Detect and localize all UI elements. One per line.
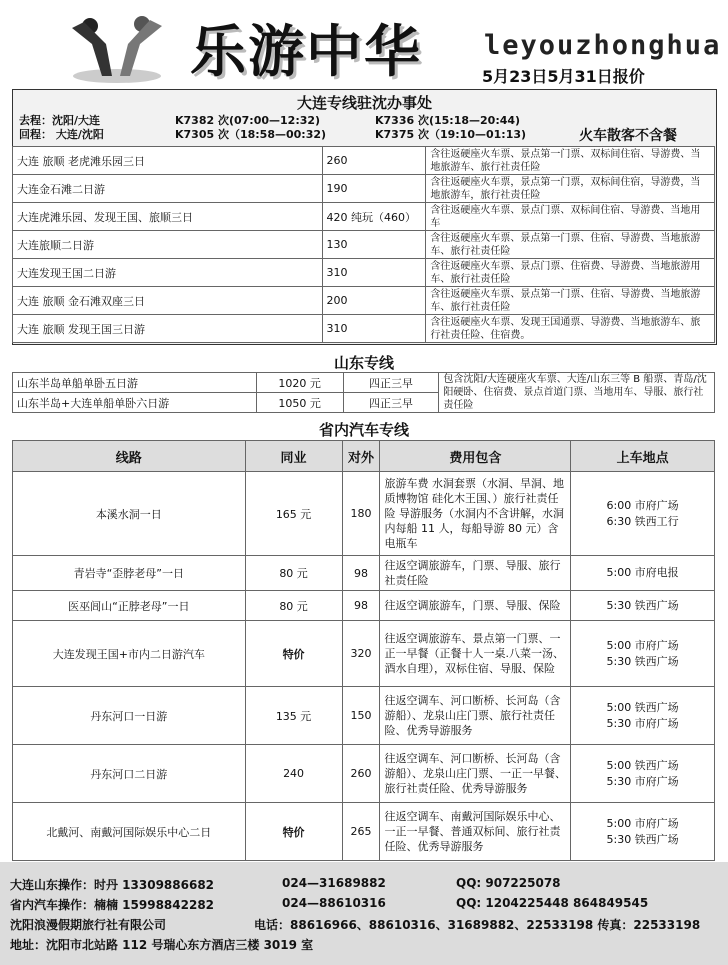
logo-people-icon [62, 14, 172, 84]
tour-room: 四正三早 [343, 373, 439, 393]
operator-phone: 024—88610316 [282, 896, 386, 910]
bus-route: 青岩寺“歪脖老母”一日 [13, 556, 246, 591]
bus-peer-price: 80 元 [245, 591, 342, 621]
operator-label: 省内汽车操作：楠楠 15998842282 [10, 898, 215, 912]
schedule-train: K7382 次(07:00—12:32) [175, 114, 321, 127]
table-row [13, 472, 715, 556]
bus-public-price: 150 [342, 687, 380, 745]
bus-route: 大连发现王国+市内二日游汽车 [13, 621, 246, 687]
col-header-route: 线路 [13, 441, 246, 472]
table-row [13, 621, 715, 687]
boarding-point: 5:00 市府广场 [606, 816, 679, 830]
dalian-title: 大连专线驻沈办事处 [296, 94, 432, 112]
table-header-row [13, 441, 715, 472]
bus-title: 省内汽车专线 [318, 421, 409, 439]
table-row [13, 147, 715, 175]
bus-boarding [571, 472, 715, 556]
dalian-tour-table [12, 146, 715, 343]
bus-includes: 旅游车费 水洞套票（水洞、旱洞、地质博物馆 硅化木王国、）旅行社责任险 导游服务（水洞内不含讲解，水洞内每船 11 人，每船导游 80 元）含电瓶车 [380, 472, 571, 556]
boarding-point: 6:30 铁西工行 [606, 514, 679, 528]
tour-price: 1050 元 [256, 393, 343, 413]
table-row [13, 373, 715, 393]
boarding-point: 5:00 铁西广场 [606, 700, 679, 714]
bus-route: 丹东河口二日游 [13, 745, 246, 803]
bus-includes: 往返空调旅游车，门票、导服、旅行社责任险 [380, 556, 571, 591]
bus-boarding [571, 621, 715, 687]
bus-peer-price: 特价 [245, 803, 342, 861]
brand-name-en: leyouzhonghua [484, 30, 722, 61]
tour-includes: 包含沈阳/大连硬座火车票、大连/山东三等 B 船票、青岛/沈阳硬卧、住宿费、景点首道门票、当地用车、导服、旅行社责任险 [439, 373, 715, 413]
tour-route: 大连 旅顺 老虎滩乐园三日 [13, 147, 323, 175]
operator-phone: 024—31689882 [282, 876, 386, 890]
tour-route: 大连旅顺二日游 [13, 231, 323, 259]
bus-boarding [571, 803, 715, 861]
bus-boarding [571, 687, 715, 745]
bus-tour-table [12, 440, 715, 861]
meal-note: 火车散客不含餐 [579, 128, 677, 144]
bus-route: 本溪水洞一日 [13, 472, 246, 556]
shandong-tour-table [12, 372, 715, 413]
operator-qq: QQ: 907225078 [456, 876, 561, 890]
schedule-train: K7375 次（19:10—01:13) [375, 128, 527, 141]
bus-public-price: 260 [342, 745, 380, 803]
table-row [13, 287, 715, 315]
company-address: 地址：沈阳市北站路 112 号瑞心东方酒店三楼 3019 室 [10, 938, 314, 952]
bus-peer-price: 135 元 [245, 687, 342, 745]
tour-price: 1020 元 [256, 373, 343, 393]
tour-room: 四正三早 [343, 393, 439, 413]
footer [0, 862, 728, 965]
tour-includes: 含往返硬座火车票、景点门票、双标间住宿、导游费、当地用车 [426, 203, 715, 231]
bus-boarding [571, 745, 715, 803]
company-name: 沈阳浪漫假期旅行社有限公司 [10, 918, 167, 932]
tour-route: 大连金石滩二日游 [13, 175, 323, 203]
bus-public-price: 265 [342, 803, 380, 861]
tour-price: 200 [322, 287, 426, 315]
schedule-label: 回程： 大连/沈阳 [19, 128, 104, 141]
bus-public-price: 180 [342, 472, 380, 556]
bus-peer-price: 80 元 [245, 556, 342, 591]
table-row [13, 556, 715, 591]
bus-includes: 往返空调旅游车、景点第一门票、一正一早餐（正餐十人一桌.八菜一汤、酒水自理），双标住宿、导服、保险 [380, 621, 571, 687]
tour-price: 260 [322, 147, 426, 175]
tour-price: 130 [322, 231, 426, 259]
table-row [13, 315, 715, 343]
header [0, 0, 728, 88]
tour-includes: 含往返硬座火车票、发现王国通票、导游费、当地旅游车、旅行社责任险、住宿费。 [426, 315, 715, 343]
boarding-point: 6:00 市府广场 [606, 498, 679, 512]
schedule-train: K7336 次(15:18—20:44) [375, 114, 521, 127]
tour-route: 山东半岛单船单卧五日游 [13, 373, 257, 393]
bus-public-price: 320 [342, 621, 380, 687]
bus-route: 北戴河、南戴河国际娱乐中心二日 [13, 803, 246, 861]
tour-route: 大连虎滩乐园、发现王国、旅顺三日 [13, 203, 323, 231]
bus-includes: 往返空调车、河口断桥、长河岛（含游船）、龙泉山庄门票、旅行社责任险、优秀导游服务 [380, 687, 571, 745]
boarding-point: 5:30 铁西广场 [606, 832, 679, 846]
operator-qq: QQ: 1204225448 864849545 [456, 896, 649, 910]
bus-peer-price: 240 [245, 745, 342, 803]
tour-price: 310 [322, 259, 426, 287]
tour-price: 420 纯玩（460） [322, 203, 426, 231]
bus-includes: 往返空调车、河口断桥、长河岛（含游船）、龙泉山庄门票、一正一早餐、旅行社责任险、优秀导游服务 [380, 745, 571, 803]
bus-public-price: 98 [342, 556, 380, 591]
bus-public-price: 98 [342, 591, 380, 621]
quote-date: 5月23日5月31日报价 [482, 67, 645, 86]
schedule-train: K7305 次（18:58—00:32) [175, 128, 327, 141]
schedule-return [19, 126, 527, 142]
table-row [13, 803, 715, 861]
tour-route: 大连 旅顺 金石滩双座三日 [13, 287, 323, 315]
tour-includes: 含往返硬座火车票、景点门票、住宿费、导游费、当地旅游用车、旅行社责任险 [426, 259, 715, 287]
table-row [13, 687, 715, 745]
boarding-point: 5:00 市府广场 [606, 638, 679, 652]
boarding-point: 5:00 铁西广场 [606, 758, 679, 772]
table-row [13, 591, 715, 621]
bus-includes: 往返空调车、南戴河国际娱乐中心、一正一早餐、普通双标间、旅行社责任险、优秀导游服务 [380, 803, 571, 861]
tour-includes: 含往返硬座火车票，景点第一门票，双标间住宿，导游费，当地旅游车，旅行社责任险 [426, 175, 715, 203]
bus-peer-price: 特价 [245, 621, 342, 687]
col-header-peer: 同业 [245, 441, 342, 472]
bus-peer-price: 165 元 [245, 472, 342, 556]
table-row [13, 175, 715, 203]
tour-includes: 含往返硬座火车票、景点第一门票、双标间住宿、导游费、当地旅游车、旅行社责任险 [426, 147, 715, 175]
tour-includes: 含往返硬座火车票、景点第一门票、住宿、导游费、当地旅游车、旅行社责任险 [426, 287, 715, 315]
boarding-point: 5:30 市府广场 [606, 716, 679, 730]
tour-route: 大连 旅顺 发现王国三日游 [13, 315, 323, 343]
bus-route: 医巫闾山“正脖老母”一日 [13, 591, 246, 621]
col-header-public: 对外 [342, 441, 380, 472]
bus-includes: 往返空调旅游车，门票、导服、保险 [380, 591, 571, 621]
operator-label: 大连山东操作：时丹 13309886682 [10, 878, 215, 892]
table-row [13, 231, 715, 259]
col-header-boarding: 上车地点 [571, 441, 715, 472]
shandong-title: 山东专线 [333, 354, 394, 372]
col-header-includes: 费用包含 [380, 441, 571, 472]
bus-boarding: 5:30 铁西广场 [571, 591, 715, 621]
company-phones: 电话：88616966、88610316、31689882、22533198 传真：22533198 [254, 918, 701, 932]
bus-route: 丹东河口一日游 [13, 687, 246, 745]
tour-route: 山东半岛+大连单船单卧六日游 [13, 393, 257, 413]
tour-price: 310 [322, 315, 426, 343]
tour-price: 190 [322, 175, 426, 203]
tour-route: 大连发现王国二日游 [13, 259, 323, 287]
table-row [13, 203, 715, 231]
boarding-point: 5:30 市府广场 [606, 774, 679, 788]
bus-boarding: 5:00 市府电报 [571, 556, 715, 591]
tour-includes: 含往返硬座火车票、景点第一门票、住宿、导游费、当地旅游车、旅行社责任险 [426, 231, 715, 259]
table-row [13, 745, 715, 803]
table-row [13, 259, 715, 287]
schedule-label: 去程：沈阳/大连 [19, 114, 101, 127]
boarding-point: 5:30 铁西广场 [606, 654, 679, 668]
brand-name-cn: 乐游中华 [190, 20, 422, 85]
